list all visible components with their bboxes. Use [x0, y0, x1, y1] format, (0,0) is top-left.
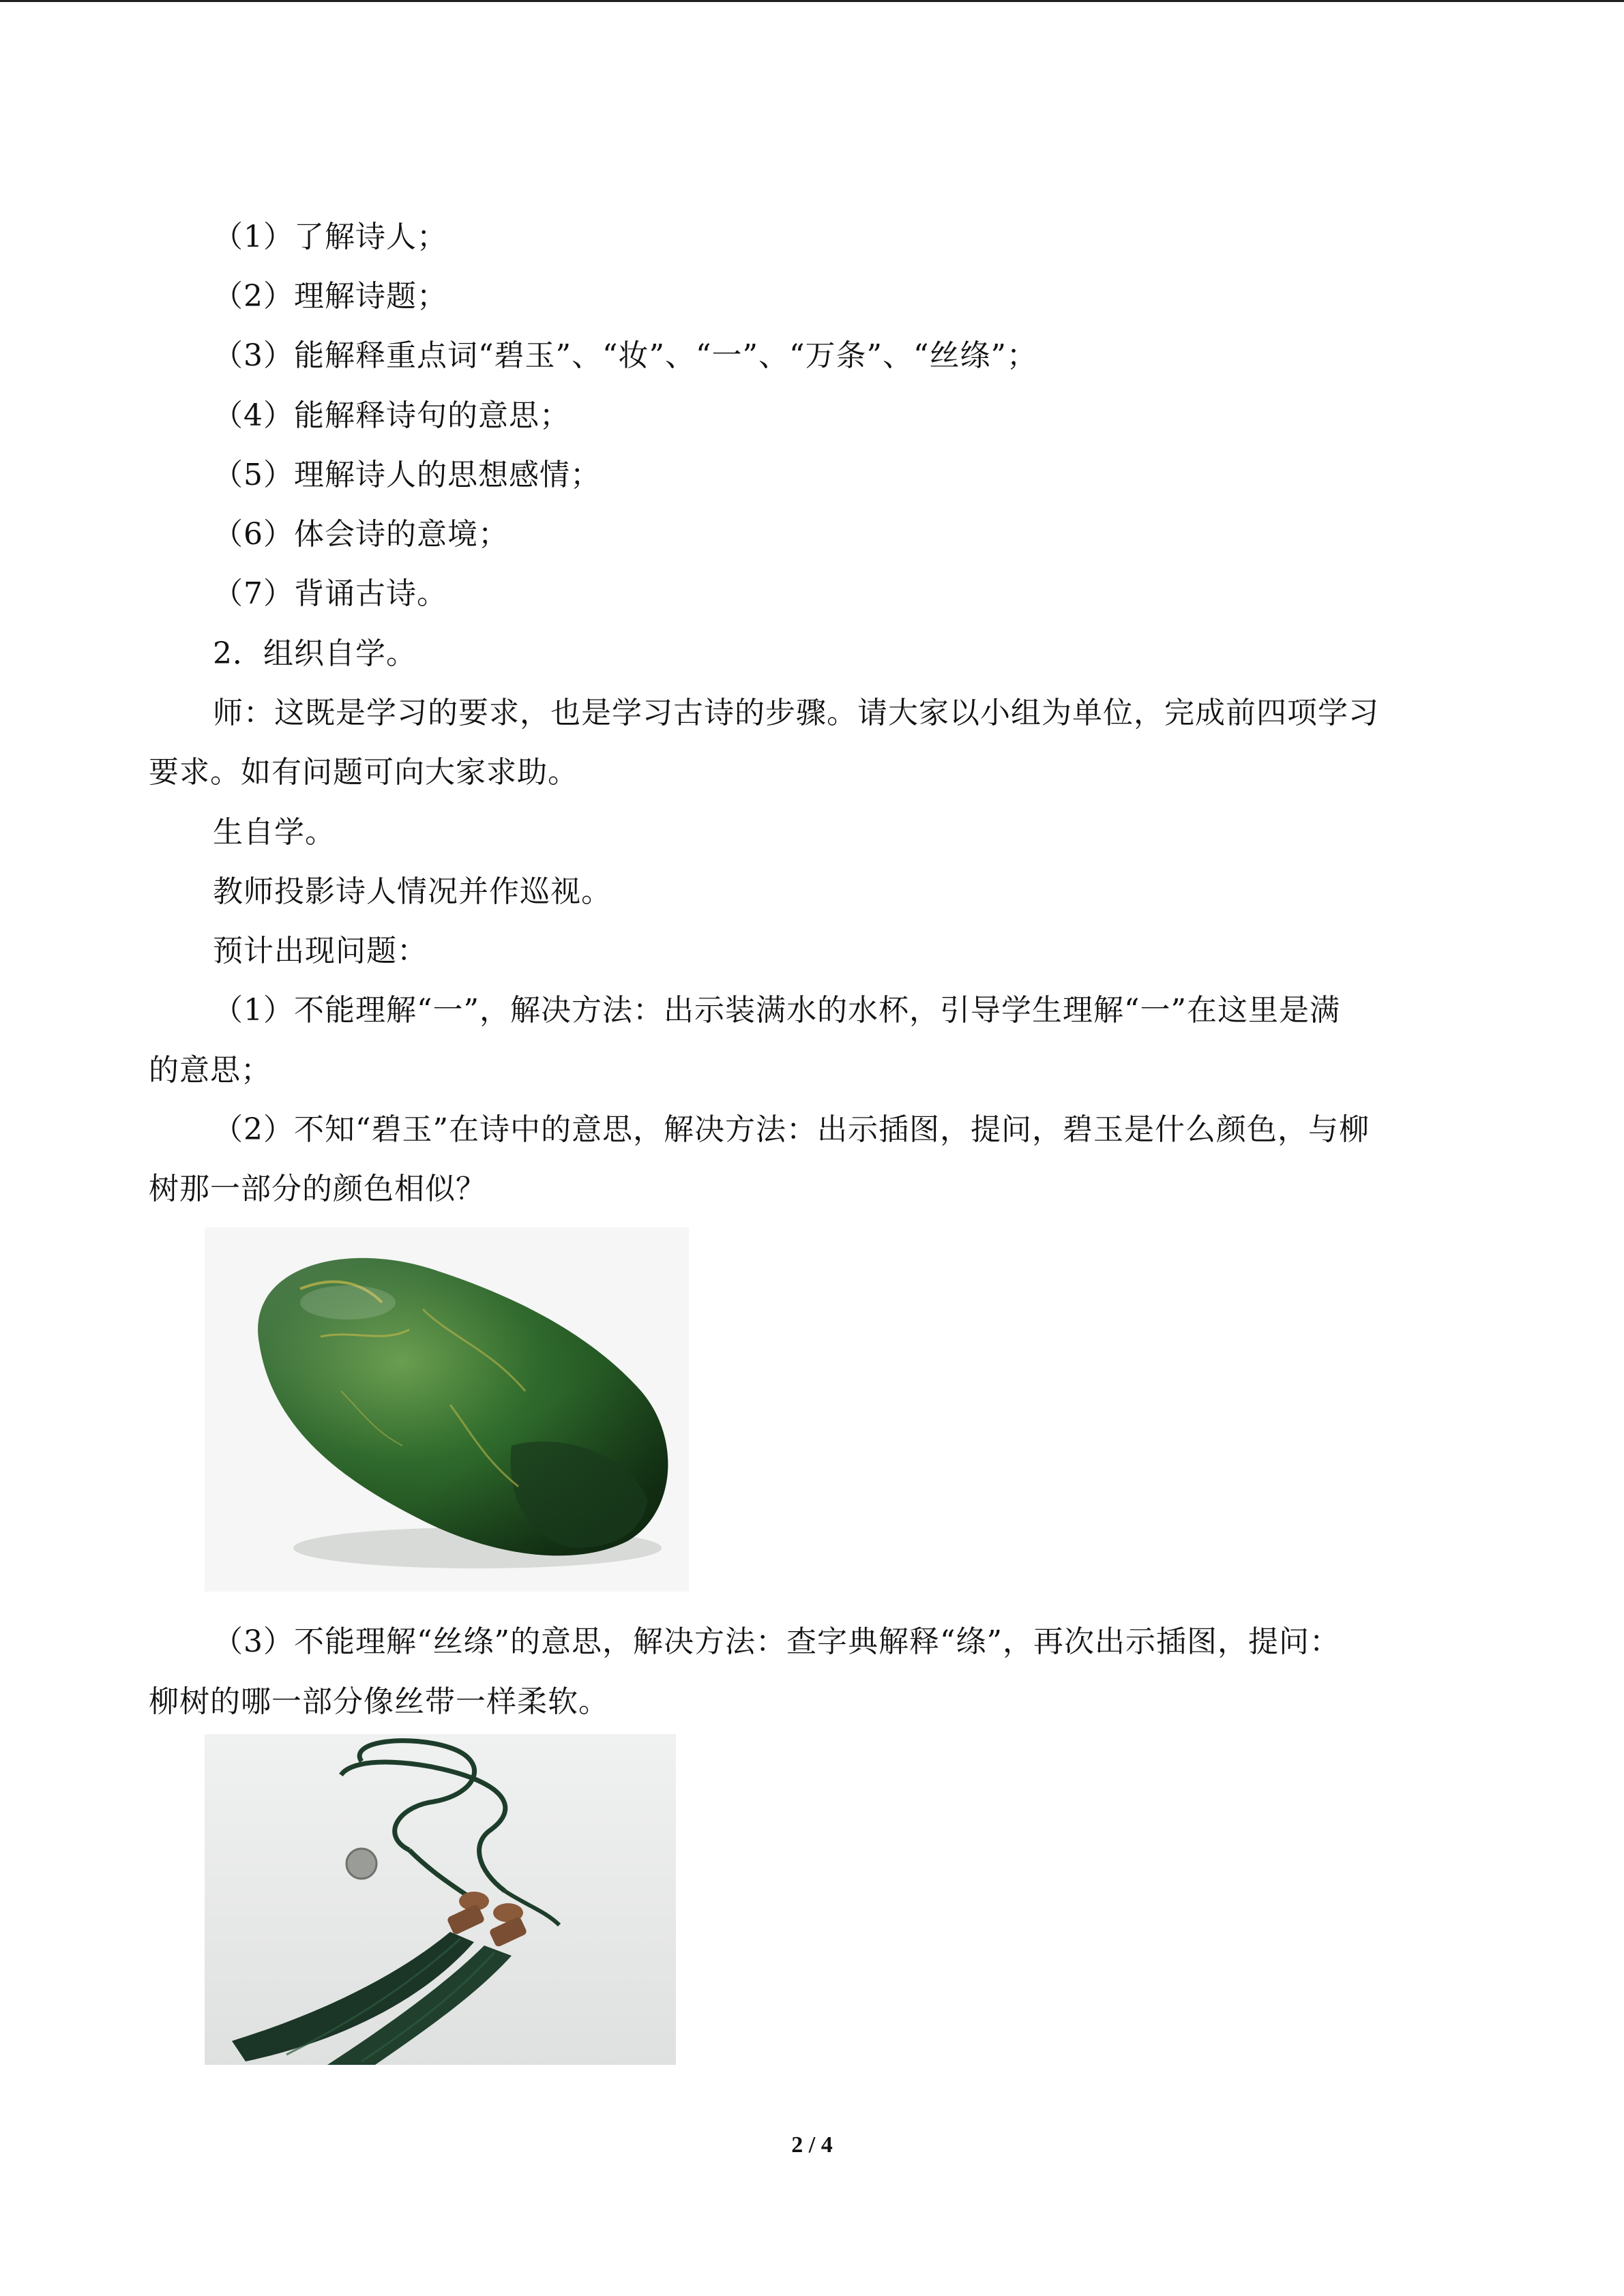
requirement-1: （1）了解诗人； — [213, 220, 447, 254]
problem-3-line-1: （3）不能理解“丝绦”的意思，解决方法：查字典解释“绦”，再次出示插图，提问： — [213, 1624, 1340, 1659]
paragraph-teacher-line-2: 要求。如有问题可向大家求助。 — [149, 755, 578, 790]
problem-2-line-1: （2）不知“碧玉”在诗中的意思，解决方法：出示插图，提问，碧玉是什么颜色，与柳 — [213, 1112, 1370, 1147]
section-heading-self-study: 2．组织自学。 — [213, 636, 417, 671]
tassel-illustration — [205, 1734, 676, 2065]
requirement-2: （2）理解诗题； — [213, 279, 447, 314]
paragraph-student: 生自学。 — [213, 815, 336, 850]
problem-1-line-1: （1）不能理解“一”，解决方法：出示装满水的水杯，引导学生理解“一”在这里是满 — [213, 993, 1340, 1028]
problem-2-line-2: 树那一部分的颜色相似？ — [149, 1172, 486, 1206]
requirement-4: （4）能解释诗句的意思； — [213, 398, 570, 433]
tassel-image — [205, 1734, 676, 2065]
problem-3-line-2: 柳树的哪一部分像丝带一样柔软。 — [149, 1684, 609, 1719]
jade-stone-illustration — [205, 1227, 689, 1592]
problem-1-line-2: 的意思； — [149, 1053, 271, 1088]
jade-stone-image — [205, 1227, 689, 1592]
requirement-3: （3）能解释重点词“碧玉”、“妆”、“一”、“万条”、“丝绦”； — [213, 338, 1037, 373]
page-top-border — [0, 0, 1624, 2]
requirement-7: （7）背诵古诗。 — [213, 576, 447, 611]
page-number: 2 / 4 — [791, 2132, 833, 2158]
paragraph-teacher-line-1: 师：这既是学习的要求，也是学习古诗的步骤。请大家以小组为单位，完成前四项学习 — [213, 696, 1379, 730]
paragraph-expected-problems: 预计出现问题： — [213, 934, 428, 968]
paragraph-teacher-patrol: 教师投影诗人情况并作巡视。 — [213, 874, 612, 909]
requirement-6: （6）体会诗的意境； — [213, 517, 509, 552]
requirement-5: （5）理解诗人的思想感情； — [213, 458, 601, 492]
